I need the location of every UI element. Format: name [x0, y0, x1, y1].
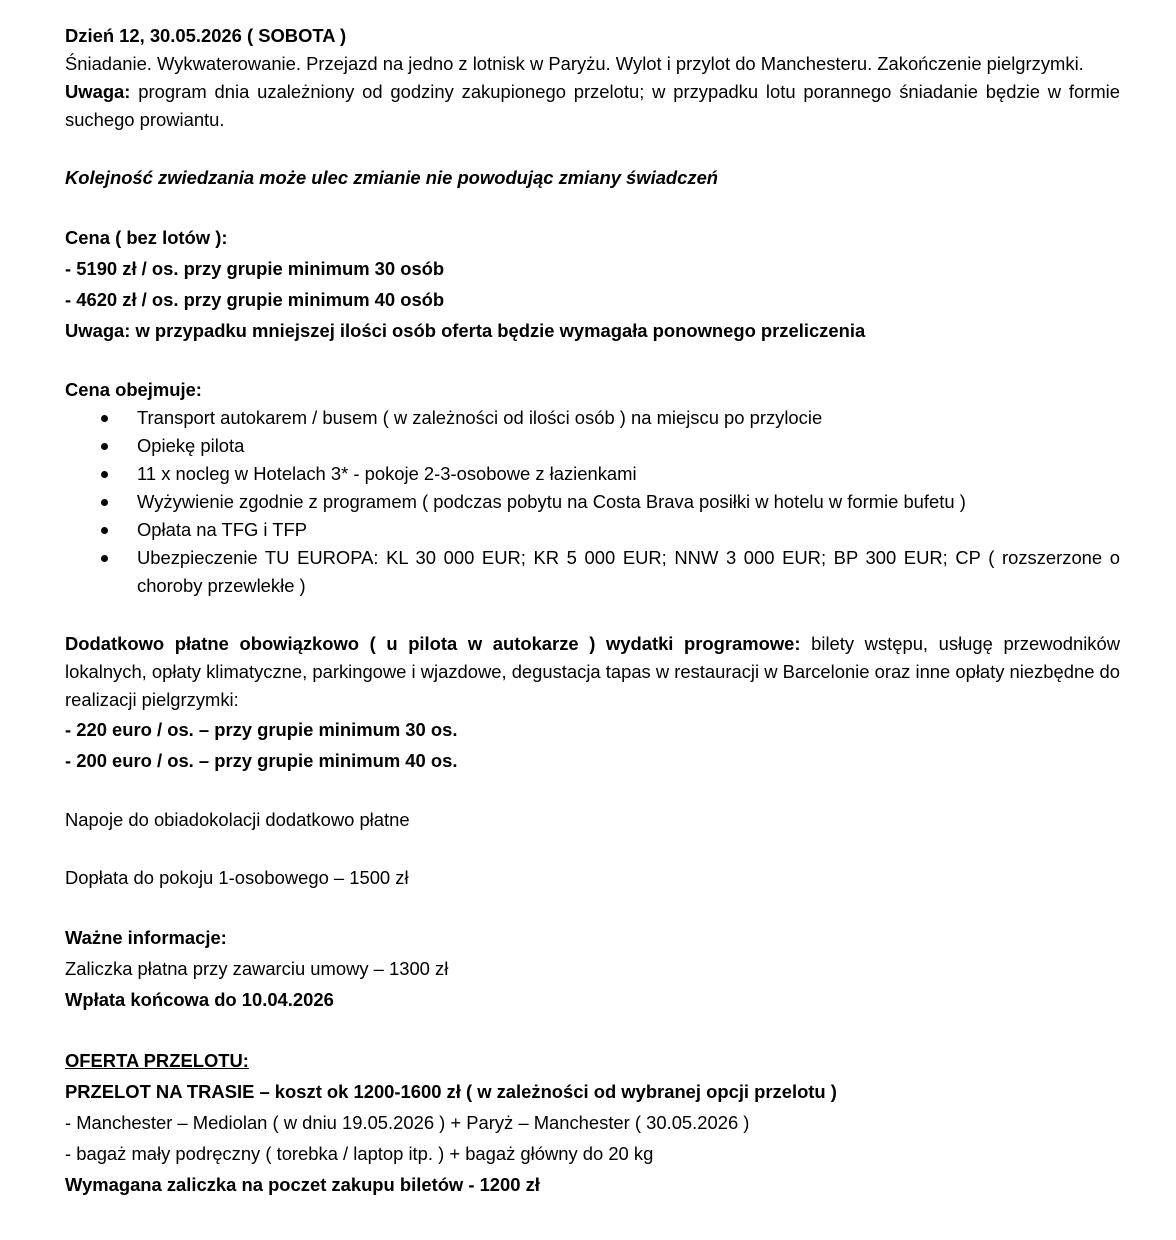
day12-note-label: Uwaga:: [65, 81, 131, 102]
flight-route: PRZELOT NA TRASIE – koszt ok 1200-1600 zł ( w zależności od wybranej opcji przelotu ): [65, 1081, 837, 1102]
single-room-surcharge: Dopłata do pokoju 1-osobowego – 1500 zł: [65, 867, 409, 888]
price-heading: Cena ( bez lotów ):: [65, 227, 228, 248]
includes-list: [65, 404, 1120, 600]
includes-item: Opiekę pilota: [65, 432, 1120, 460]
price-line-30: - 5190 zł / os. przy grupie minimum 30 osób: [65, 258, 445, 279]
includes-item: Transport autokarem / busem ( w zależności od ilości osób ) na miejscu po przylocie: [65, 404, 1120, 432]
flight-legs: - Manchester – Mediolan ( w dniu 19.05.2026 ) + Paryż – Manchester ( 30.05.2026 ): [65, 1112, 750, 1133]
extra-line-40: - 200 euro / os. – przy grupie minimum 40 os.: [65, 750, 458, 771]
flight-baggage: - bagaż mały podręczny ( torebka / laptop itp. ) + bagaż główny do 20 kg: [65, 1143, 654, 1164]
price-note: Uwaga: w przypadku mniejszej ilości osób oferta będzie wymagała ponownego przeliczenia: [65, 320, 866, 341]
extra-costs-text: bilety wstępu, usługę przewodników lokalnych, opłaty klimatyczne, parkingowe i wjazdowe, degustacja tapas w restauracji w Barcelonie oraz inne opłaty niezbędne do realizacji pielgrzymki:: [65, 633, 1120, 710]
spacer: [65, 134, 1120, 164]
important-heading: Ważne informacje:: [65, 927, 227, 948]
includes-item: Opłata na TFG i TFP: [65, 516, 1120, 544]
spacer: [65, 834, 1120, 864]
important-deposit: Zaliczka płatna przy zawarciu umowy – 1300 zł: [65, 958, 449, 979]
spacer: [65, 192, 1120, 222]
flight-section: [65, 1045, 1120, 1200]
extra-costs-lines: [65, 714, 1120, 776]
spacer: [65, 892, 1120, 922]
flight-deposit: Wymagana zaliczka na poczet zakupu biletów - 1200 zł: [65, 1174, 540, 1195]
includes-heading: Cena obejmuje:: [65, 379, 202, 400]
document-page: [65, 22, 1120, 1200]
extra-costs-label: Dodatkowo płatne obowiązkowo ( u pilota w autokarze ) wydatki programowe:: [65, 633, 801, 654]
day12-description: Śniadanie. Wykwaterowanie. Przejazd na jedno z lotnisk w Paryżu. Wylot i przylot do Manchesteru. Zakończenie pielgrzymki.: [65, 53, 1084, 74]
price-section: [65, 222, 1120, 346]
flight-heading: OFERTA PRZELOTU:: [65, 1050, 249, 1071]
extra-costs-paragraph: [65, 630, 1120, 714]
day12-note: [65, 78, 1120, 134]
important-final-payment: Wpłata końcowa do 10.04.2026: [65, 989, 334, 1010]
includes-item: Ubezpieczenie TU EUROPA: KL 30 000 EUR; KR 5 000 EUR; NNW 3 000 EUR; BP 300 EUR; CP ( rozszerzone o choroby przewlekłe ): [65, 544, 1120, 600]
spacer: [65, 1015, 1120, 1045]
spacer: [65, 776, 1120, 806]
spacer: [65, 346, 1120, 376]
order-note: Kolejność zwiedzania może ulec zmianie nie powodując zmiany świadczeń: [65, 167, 719, 188]
extra-line-30: - 220 euro / os. – przy grupie minimum 30 os.: [65, 719, 458, 740]
day12-note-text: program dnia uzależniony od godziny zakupionego przelotu; w przypadku lotu porannego śniadanie będzie w formie suchego prowiantu.: [65, 81, 1120, 130]
includes-item: Wyżywienie zgodnie z programem ( podczas pobytu na Costa Brava posiłki w hotelu w formie bufetu ): [65, 488, 1120, 516]
spacer: [65, 600, 1120, 630]
includes-item: 11 x nocleg w Hotelach 3* - pokoje 2-3-osobowe z łazienkami: [65, 460, 1120, 488]
important-section: [65, 922, 1120, 1015]
day12-heading: Dzień 12, 30.05.2026 ( SOBOTA ): [65, 25, 347, 46]
price-line-40: - 4620 zł / os. przy grupie minimum 40 osób: [65, 289, 445, 310]
drinks-note: Napoje do obiadokolacji dodatkowo płatne: [65, 809, 410, 830]
